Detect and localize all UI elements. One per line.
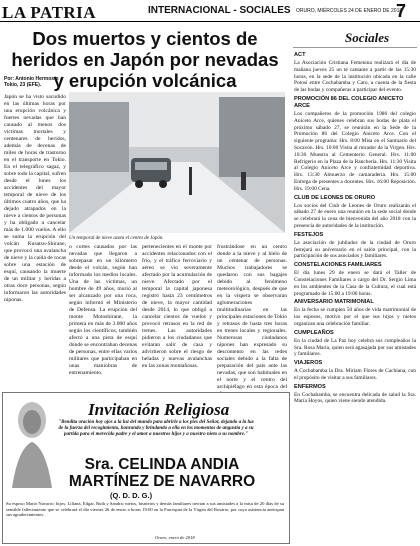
sociales-title: Sociales bbox=[345, 30, 390, 45]
sociales-item-title: VIAJEROS bbox=[294, 360, 323, 367]
deceased-abbrev: (Q. D. D. G.) bbox=[110, 491, 153, 500]
sociales-item-text: A Cochabamba la Dra. Miriam Flores de Cachiana, con el propósito de visitar a sus familiares. bbox=[294, 368, 416, 381]
page-number: 7 bbox=[396, 1, 407, 21]
jesus-portrait-icon bbox=[8, 398, 56, 493]
photo-caption: Un temporal de nieve azota el centro de Japón. bbox=[69, 236, 164, 241]
invitation-body: Su esposo Mario Navarro; hijos: Liliana, Edgar, Ruth y Sandra; nietos, bisnietos y demás familiares invitan a sus amistades a la misa de 20 días de su sensible fallecimiento que se celebrará el día viernes 26 de enero a horas 19:00 en la Parroquia de la Virgen del Rosario, por cuya asistencia anticipan sus agradecimientos. bbox=[6, 501, 284, 518]
sociales-item-text: Los socios del Club de Leones de Oruro realizarán el sábado 27 de enero una reunión en la sede social donde se celebrará la cena de bienvenida del año 2018 con la presencia de autoridades de la institución. bbox=[294, 202, 416, 229]
invitation-verse: "Bendita oración hoy ojos a la luz del mundo para abrirle a los pies del Señor, dejando a la luz de la fuerza del recogimiento, honrando y brindando a ella en los momentos de angustia y a su partida para el merecido padre y el amor a nuestros hijos y a nuestro nieto a su nombre." bbox=[58, 420, 254, 438]
sociales-column bbox=[294, 50, 416, 540]
sociales-item bbox=[294, 330, 416, 358]
snow-street-image bbox=[69, 92, 285, 233]
byline-dateline: Tokio, 23 (EFE). bbox=[4, 82, 42, 88]
article-column-1: Japón se ha visto sacudido en las últimas horas por una erupción volcánica y fuertes nevadas que han causado al menos dos víctimas mortales y centenares de heridos, además de decenas de miles de horas de trastorno en el transporte en Tokio. En el telegráfico sagaz, y sobre todo la capital, sufren desde el lunes los accidentes del mayor temporal de nieve de los últimos cuatro años, que ha dejado atrapados en la nieve a cientos de personas y ha obligado a cancelar más de 1.000 vuelos. A ello se suma la erupción del volcán Kusatsu-Shirane, que provocó una avalancha de nieve y la caída de rocas sobre una estación de esquí, causando la muerte de un militar y heridas a otras doce personas, según informaron las autoridades niponas. bbox=[4, 94, 66, 303]
sociales-item-title: CUMPLEAÑOS bbox=[294, 329, 334, 336]
sociales-item bbox=[294, 52, 416, 94]
deceased-name: Sra. CELINDA ANDIA MARTÍNEZ DE NAVARRO bbox=[68, 456, 256, 490]
invitation-footer: Oruro, enero de 2018 bbox=[155, 535, 195, 540]
sociales-item-title: CLUB DE LEONES DE ORURO bbox=[294, 194, 376, 201]
article-column-2: o cortes causados por las nevadas que llegaron a sobrepasar en un kilómetro desde el volcán, según han informado los medios locales. Una de las víctimas, un hombre de 49 años, murió al ser alcanzado por una roca, según informó el Ministerio de Defensa. La erupción del monte Motoshirane, la primera en más de 3.000 años según los científicos, también afectó a una pista de esquí donde se encontraban decenas de personas, entre ellas varios militares que participaban en unas maniobras de entrenamiento. bbox=[69, 244, 137, 376]
section-title: INTERNACIONAL - SOCIALES bbox=[148, 5, 291, 16]
article-column-4: frustrándose en un centro donde a la nieve y al hielo de un centenar de personas. Muchos trabajadores se quedaron con sus bagajes debido al fenómeno meteorológico, después de que en la víspera se observaran aglomeraciones multitudinarias en las principales estaciones de Tokio y retrasos de hasta tres horas en trenes locales y regionales. Numerosas ciudadanos nipones han expresado su descontento en las redes sociales debido a la falta de preparación del país ante las nevadas, que son habituales en el norte y el centro del archipiélago en esta época del bbox=[217, 244, 287, 390]
sociales-item-text: En Cochabamba, se encuentra delicada de salud la Sra. María Hoyos, quien viene siendo atendida. bbox=[294, 391, 416, 405]
sociales-item bbox=[294, 384, 416, 406]
sociales-item bbox=[294, 96, 416, 193]
article-photo bbox=[69, 92, 285, 233]
byline-author: Por: Antonio Hermosín bbox=[4, 76, 59, 82]
sociales-item-text: En la fecha se cumplen 50 años de vida matrimonial de los esposos, motivo por el que sus hijos y nietos organizan una celebración familiar. bbox=[294, 307, 416, 327]
dateline: ORURO, MIÉRCOLES 24 DE ENERO DE 2018 bbox=[296, 8, 403, 14]
sociales-item-title: PROMOCIÓN 86 DEL COLEGIO ANICETO ARCE bbox=[294, 95, 404, 109]
sociales-item-title: ACT bbox=[294, 52, 306, 58]
newspaper-masthead: LA PATRIA bbox=[2, 3, 97, 22]
article-headline: Dos muertos y cientos de heridos en Japón por nevadas y erupción volcánica bbox=[11, 28, 279, 91]
invitation-title: Invitación Religiosa bbox=[88, 400, 230, 419]
sociales-item-title: CONSTELACIONES FAMILIARES bbox=[294, 262, 382, 269]
sociales-item bbox=[294, 299, 416, 327]
sociales-item-text: Los compañeros de la promoción 1986 del colegio Aniceto Arce, quienes celebran sus bodas de plata el próximo sábado 27, se reunirán en la Sede de la Promoción 86 del Colegio Aniceto Arce. Con el siguiente programa: Hrs. 8:00 Misa en el Santuario del Socavón. Hrs. 10:00 Visita al mirador de la Virgen. Hrs. 10:30 Muestra al Cementerio General. Hrs. 11:00 Refrigerio en la Plaza de la Ranchería. Hrs. 11:30 Visita al Colegio Aniceto Arce y confraternidad deportiva. Hrs. 13:30 Almuerzo de camaradería. Hrs. 15:00 Entrega de presentes a docentes. Hrs. 16:00 Reposición. Hrs. 19:00 Cena. bbox=[294, 110, 416, 192]
sociales-item-text: La Asociación Cristiana Femenina realizará el día de mañana jueves 25 un té cantante a partir de las 15:30 horas, en la sede de la institución ubicada en la calle Potosí entre Cochabamba y Caro, a cuenta de la fiesta de las bodas y compañeras a participar del evento. bbox=[294, 60, 416, 94]
sociales-item-text: La asociación de jubilados de la ciudad de Oruro festejará su aniversario en el salón principal, con la participación de sus asociados y familiares. bbox=[294, 239, 416, 260]
article-byline bbox=[4, 76, 59, 88]
sociales-item bbox=[294, 360, 416, 382]
sociales-item-title: ENFERMOS bbox=[294, 383, 326, 390]
sociales-item-title: FESTEJOS bbox=[294, 231, 324, 238]
sociales-item bbox=[294, 195, 416, 230]
sociales-item-text: El día lunes 29 de enero se dará el Taller de Constelaciones Familiares a cargo del Dr. Sergio Lima en los ambientes de la Casa de la Cultura, el cual está programado de 15:00 a 19:00 horas. bbox=[294, 270, 416, 297]
sociales-item-title: ANIVERSARIO MATRIMONIAL bbox=[294, 299, 374, 306]
sociales-item bbox=[294, 232, 416, 260]
article-column-3: pertenecientes en el monte por accidentes relacionados con el frío, y el tráfico ferroviario y aéreo se vio severamente afectado por la acumulación de nieve. Afectado por el temporal la capital japonesa registró hasta 23 centímetros de nieve, la mayor cantidad desde 2014, lo que obligó a cancelar cientos de vuelos y provocó retrasos en la red de trenes. Las autoridades pidieron a los ciudadanos que evitaran salir de casa y advirtieron sobre el riesgo de heladas y nuevas avalanchas en las zonas montañosas. bbox=[142, 244, 212, 369]
sociales-item-text: En la ciudad de La Paz hoy celebra sus cumpleaños la Sra. Rosa María, quien será agasajada por sus amistades y familiares. bbox=[294, 337, 416, 358]
sociales-item bbox=[294, 262, 416, 297]
